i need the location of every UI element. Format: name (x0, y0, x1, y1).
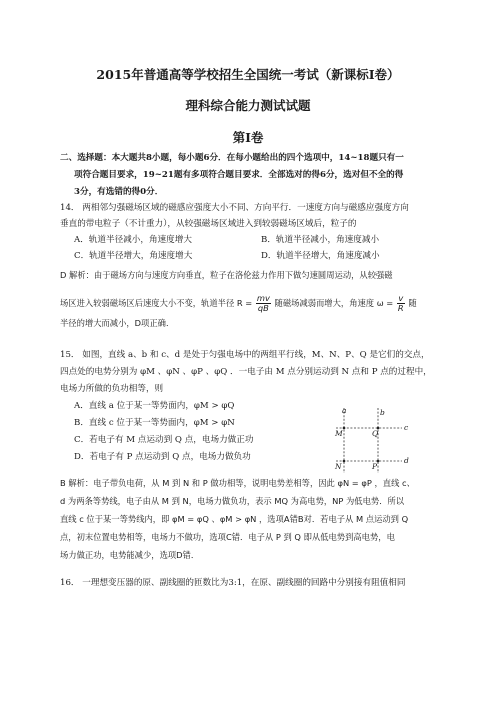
part-heading: 第Ⅰ卷 (232, 130, 264, 145)
q14-stem-line-1: 14． 两相邻匀强磁场区域的磁感应强度大小不同、方向平行．一速度方向与磁感应强度方向 (60, 203, 409, 213)
radius-fraction (256, 294, 271, 313)
label-c: c (404, 423, 409, 432)
radius-numerator: mv (256, 293, 270, 303)
q15-stem-line-2: 四点处的电势分别为 φM 、φN 、φP 、φQ ．一电子由 M 点分别运动到 N 点和 P 点的过程中， (60, 367, 432, 377)
instructions-line-2: 项符合题目要求，19~21题有多项符合题目要求．全部选对的得6分，选对但不全的得 (74, 170, 404, 180)
electric-field-figure (336, 405, 420, 475)
label-p: P (372, 462, 378, 471)
label-m: M (335, 429, 343, 438)
instructions-line-1: 二、选择题：本大题共8小题，每小题6分．在每小题给出的四个选项中，14~18题只有一 (60, 153, 404, 163)
q15-answer-line-3: 直线 c 位于某一等势线内，即 φM = φQ 、φM > φN ，选项A错B对．若电子从 M 点运动到 Q (60, 514, 409, 524)
q14-stem-line-2: 垂直的带电粒子（不计重力），从较强磁场区域进入到较弱磁场区域后，粒子的 (60, 219, 357, 229)
point-m (343, 427, 346, 430)
label-b: b (380, 408, 385, 417)
q15-answer-line-1: B 解析：电子带负电荷，从 M 到 N 和 P 做功相等，说明电势差相等，因此 φN = φP ，直线 c、 (60, 478, 415, 488)
instructions-line-3: 3分，有选错的得0分． (74, 187, 164, 197)
q14-answer-text-c: 随 (408, 298, 417, 308)
q14-option-a: A．轨道半径减小，角速度增大 (74, 235, 192, 245)
q16-stem-line-1: 16． 一理想变压器的原、副线圈的匝数比为3:1，在原、副线圈的回路中分别接有阻值相同 (60, 578, 406, 588)
label-q: Q (372, 429, 379, 438)
q15-stem-line-1: 15． 如图，直线 a、b 和 c、d 是处于匀强电场中的两组平行线，M、N、P、Q 是它们的交点， (60, 350, 430, 360)
q15-answer-line-2: d 为两条等势线，电子由从 M 到 N，电场力做负功，表示 MQ 为高电势，NP 为低电势．所以 (60, 496, 405, 506)
q15-option-c: C．若电子有 M 点运动到 Q 点，电场力做正功 (74, 435, 254, 445)
q14-answer-text-b: 随磁场减弱而增大，角速度 ω = (274, 298, 394, 308)
radius-denominator: qB (257, 303, 269, 313)
label-a: a (342, 406, 347, 415)
point-n (343, 460, 346, 463)
q15-option-a: A．直线 a 位于某一等势面内，φM > φQ (74, 401, 235, 411)
q15-option-b: B．直线 c 位于某一等势面内，φM > φN (74, 418, 235, 428)
q15-option-d: D．若电子有 P 点运动到 Q 点，电场力做负功 (74, 452, 251, 462)
exam-subtitle: 理科综合能力测试试题 (185, 98, 311, 113)
q14-answer-line-3: 半径的增大而减小，D项正确． (60, 318, 175, 328)
q14-answer-line-1: D 解析：由于磁场方向与速度方向垂直，粒子在洛伦兹力作用下做匀速圆周运动，从较强磁 (60, 270, 393, 280)
omega-fraction (397, 294, 405, 313)
q14-answer-text-a: 场区进入较弱磁场区后速度大小不变，轨道半径 R = (60, 298, 253, 308)
q14-option-d: D．轨道半径增大，角速度减小 (261, 251, 380, 261)
q14-option-c: C．轨道半径增大，角速度增大 (74, 251, 193, 261)
point-p (377, 460, 380, 463)
q15-answer-line-4: 点，初末位置电势相等，电场力不做功，选项C错．电子从 P 到 Q 即从低电势到高电势，电 (60, 532, 395, 542)
label-n: N (335, 462, 342, 471)
q14-answer-line-2 (60, 294, 417, 313)
q15-answer-line-5: 场力做正功，电势能减少，选项D错． (60, 550, 200, 560)
omega-numerator: v (398, 293, 404, 303)
exam-title: 2015年普通高等学校招生全国统一考试（新课标Ⅰ卷） (96, 67, 400, 82)
omega-denominator: R (397, 303, 404, 313)
q14-option-b: B．轨道半径减小，角速度减小 (261, 235, 380, 245)
q15-stem-line-3: 电场力所做的负功相等，则 (60, 384, 164, 394)
label-d: d (404, 456, 409, 465)
